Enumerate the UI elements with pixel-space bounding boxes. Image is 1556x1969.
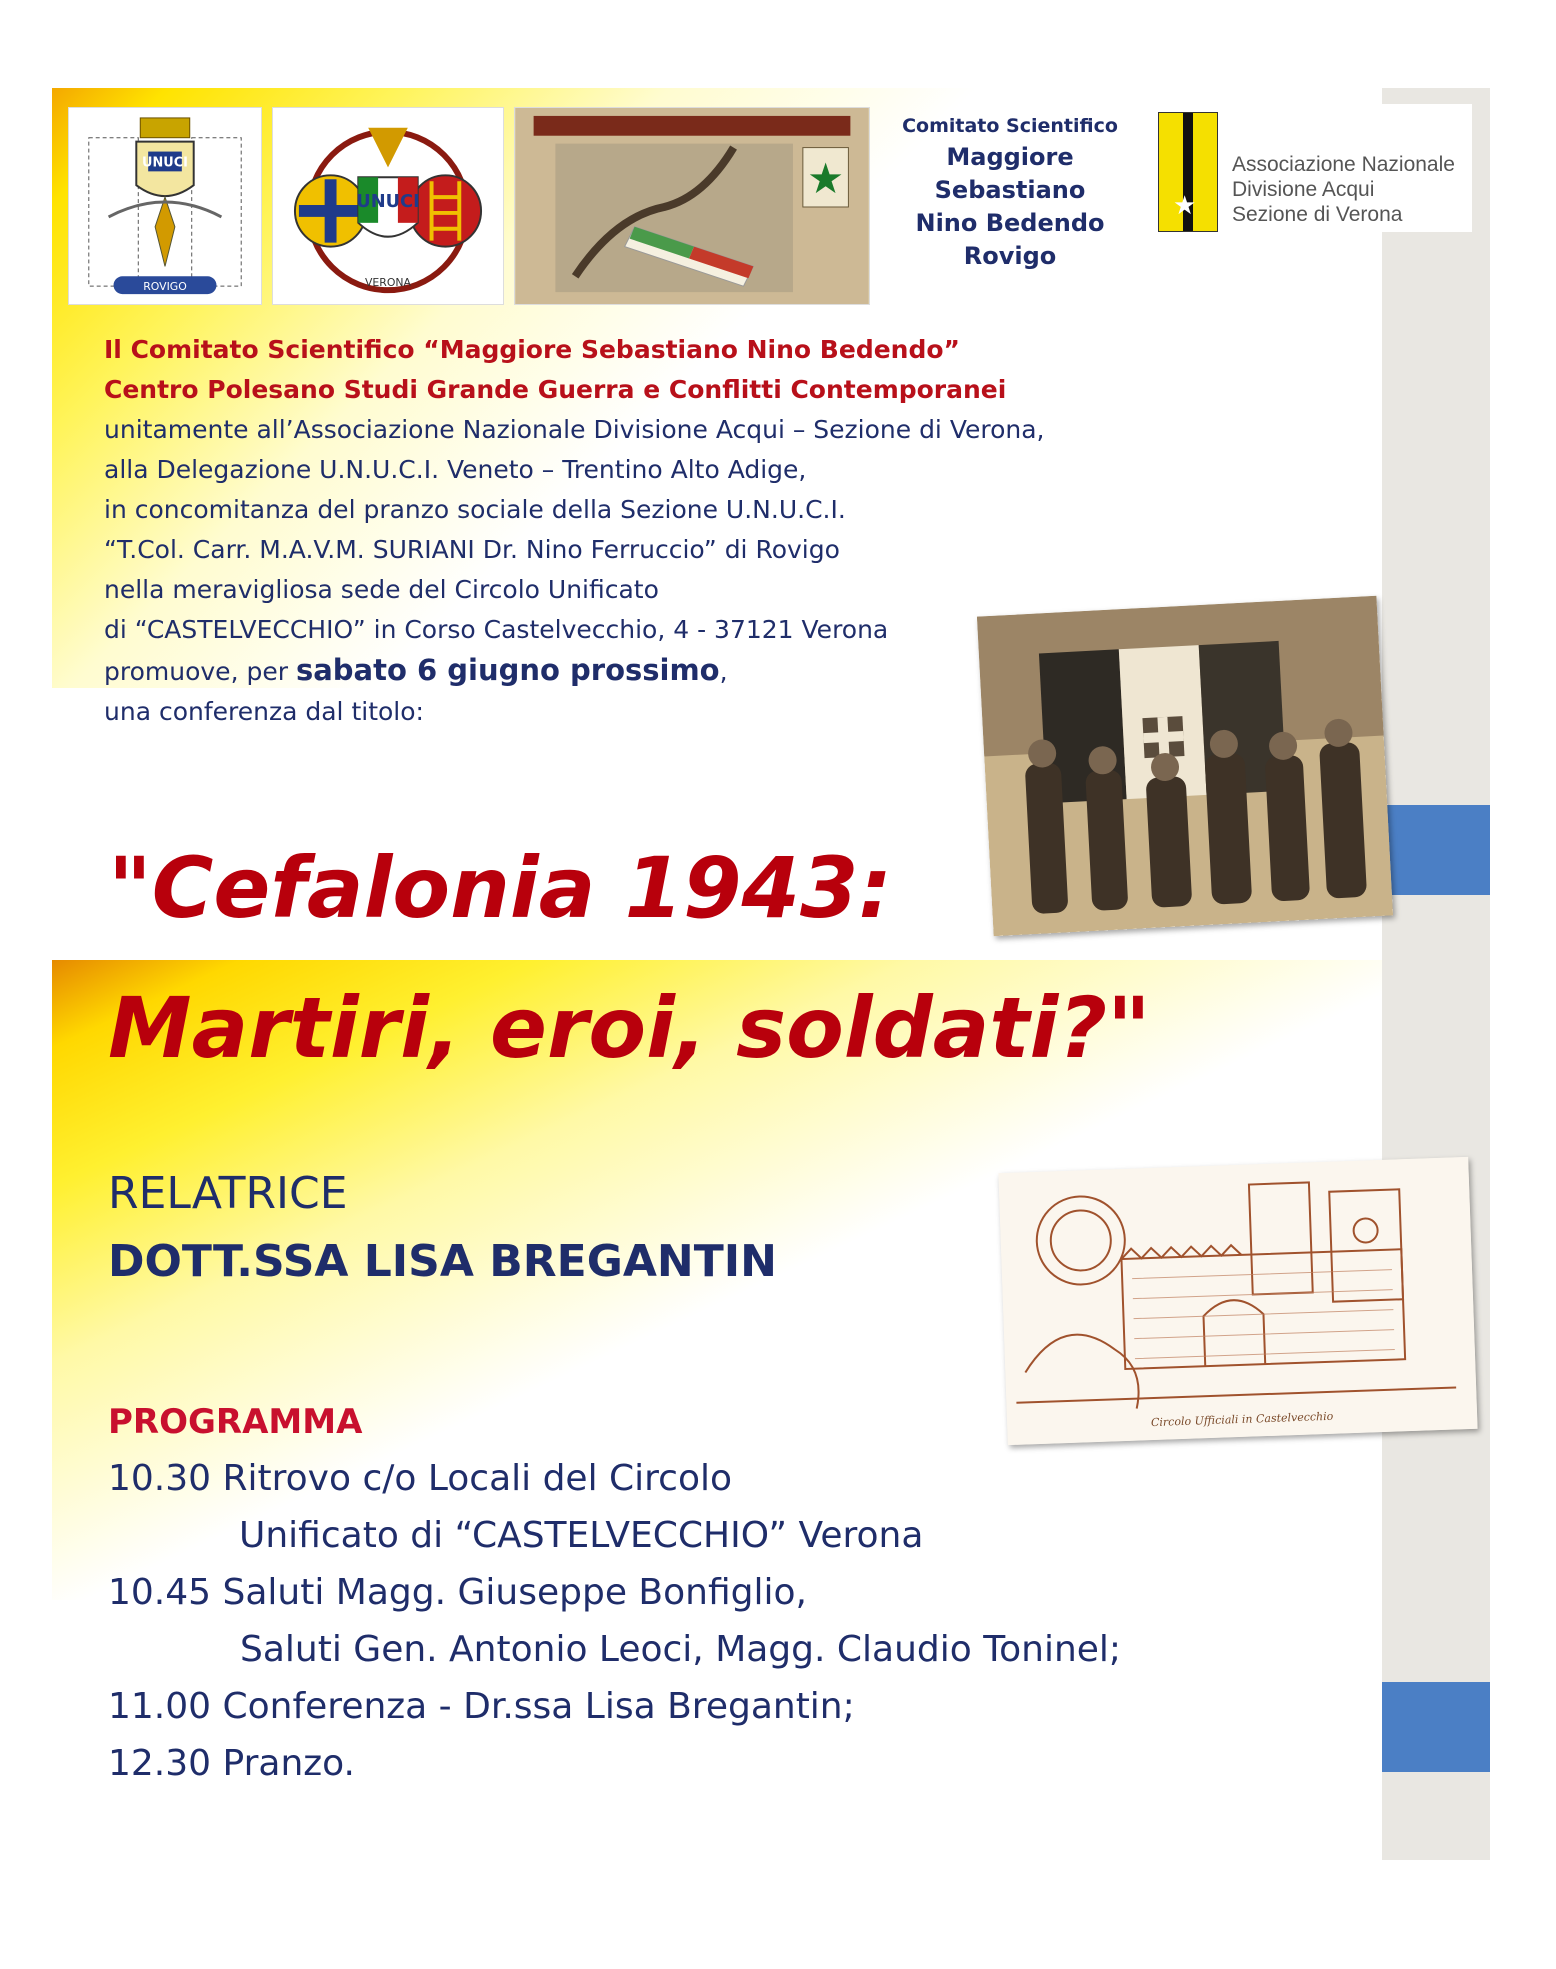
intro-line-1: Il Comitato Scientifico “Maggiore Sebastiano Nino Bedendo” (104, 335, 960, 364)
title-line-1: "Cefalonia 1943: (108, 839, 893, 937)
intro-line-10: una conferenza dal titolo: (104, 697, 424, 726)
committee-line-1: Comitato Scientifico (902, 115, 1118, 137)
program-item-4: Saluti Gen. Antonio Leoci, Magg. Claudio Toninel; (240, 1629, 1122, 1670)
side-blue-block-top (1382, 805, 1490, 895)
svg-text:ROVIGO: ROVIGO (143, 280, 187, 294)
committee-line-3: Sebastiano (934, 176, 1086, 204)
side-blue-block-bottom (1382, 1682, 1490, 1772)
program-item-2: Unificato di “CASTELVECCHIO” Verona (239, 1515, 924, 1556)
association-logo (1150, 104, 1472, 232)
committee-line-5: Rovigo (963, 242, 1057, 270)
speaker-name: DOTT.SSA LISA BREGANTIN (108, 1236, 777, 1287)
association-line-3: Sezione di Verona (1232, 203, 1403, 226)
intro-text (104, 330, 1045, 732)
svg-text:VERONA: VERONA (364, 276, 412, 290)
program-heading: PROGRAMMA (108, 1402, 363, 1442)
side-bar (1382, 88, 1490, 1860)
svg-text:UNUCI: UNUCI (356, 190, 420, 212)
committee-block (895, 115, 1125, 273)
acqui-division-flag-icon: ★ (1158, 112, 1218, 232)
committee-line-4: Nino Bedendo (915, 209, 1105, 237)
association-line-2: Divisione Acqui (1232, 178, 1375, 201)
association-line-1: Associazione Nazionale (1232, 153, 1455, 176)
unuci-rovigo-crest-icon (68, 107, 262, 305)
intro-line-2: Centro Polesano Studi Grande Guerra e Conflitti Contemporanei (104, 375, 1007, 404)
intro-line-8: di “CASTELVECCHIO” in Corso Castelvecchio, 4 - 37121 Verona (104, 615, 889, 644)
intro-line-5: in concomitanza del pranzo sociale della Sezione U.N.U.C.I. (104, 495, 846, 524)
svg-text:UNUCI: UNUCI (142, 155, 188, 171)
brigata-rovigo-poster-icon (514, 107, 870, 305)
program-item-6: 12.30 Pranzo. (108, 1743, 355, 1784)
program-item-3: 10.45 Saluti Magg. Giuseppe Bonfiglio, (108, 1572, 807, 1613)
speaker-label: RELATRICE (108, 1168, 348, 1219)
castle-caption: Circolo Ufficiali in Castelvecchio (1150, 1409, 1334, 1430)
castelvecchio-sketch-icon (998, 1157, 1477, 1445)
soldiers-flag-photo-icon (977, 596, 1393, 936)
program-item-5: 11.00 Conferenza - Dr.ssa Lisa Bregantin; (108, 1686, 855, 1727)
committee-line-2: Maggiore (946, 143, 1074, 171)
intro-line-4: alla Delegazione U.N.U.C.I. Veneto – Trentino Alto Adige, (104, 455, 807, 484)
event-date: sabato 6 giugno prossimo (295, 653, 720, 687)
program-item-1: 10.30 Ritrovo c/o Locali del Circolo (108, 1458, 733, 1499)
title-line-2: Martiri, eroi, soldati?" (108, 979, 1151, 1077)
intro-line-6: “T.Col. Carr. M.A.V.M. SURIANI Dr. Nino Ferruccio” di Rovigo (104, 535, 840, 564)
unuci-verona-crest-icon (272, 107, 504, 305)
intro-line-3: unitamente all’Associazione Nazionale Divisione Acqui – Sezione di Verona, (104, 415, 1045, 444)
intro-line-9: promuove, per sabato 6 giugno prossimo, (104, 653, 728, 687)
intro-line-7: nella meravigliosa sede del Circolo Unificato (104, 575, 659, 604)
